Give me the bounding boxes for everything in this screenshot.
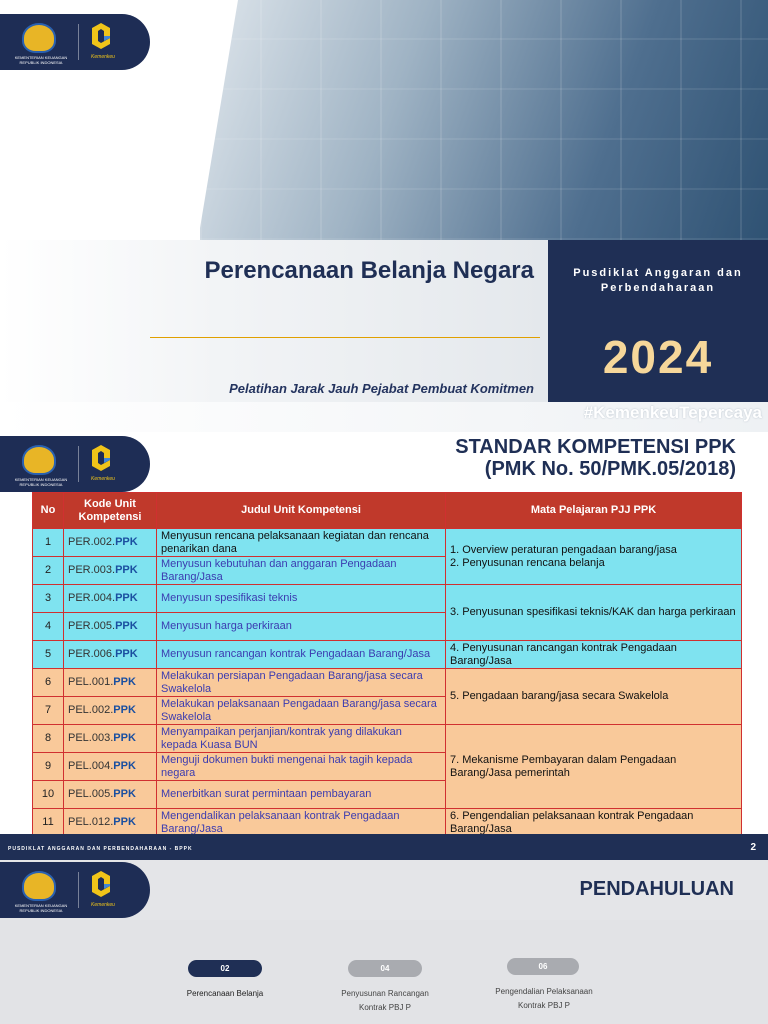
step-label: Penyusunan Rancangan Kontrak PBJ P: [341, 989, 429, 1012]
kemenkeu-emblem-icon: [22, 871, 56, 901]
table-row: 8 PEL.003.PPK Menyampaikan perjanjian/kontrak yang dilakukan kepada Kuasa BUN 7. Mekanisme Pembayaran dalam Pengadaan Barang/Jasa pemerintah: [33, 725, 742, 753]
step-badge: 04: [348, 960, 422, 977]
header-photo: [200, 0, 768, 240]
column-header-judul: Judul Unit Kompetensi: [157, 493, 446, 529]
step-label: Perencanaan Belanja: [186, 989, 264, 998]
slide-subtitle: Pelatihan Jarak Jauh Pejabat Pembuat Komitmen: [229, 381, 534, 396]
year: 2024: [602, 331, 714, 383]
table-row: 9 PEL.004.PPK Menguji dokumen bukti mengenai hak tagih kepada negara: [33, 753, 742, 781]
competency-table: [32, 492, 742, 837]
step-label: Pengendalian Pelaksanaan Kontrak PBJ P: [495, 987, 593, 1010]
table-row: 7 PEL.002.PPK Melakukan pelaksanaan Pengadaan Barang/jasa secara Swakelola: [33, 697, 742, 725]
table-row: 2 PER.003.PPK Menyusun kebutuhan dan anggaran Pengadaan Barang/Jasa: [33, 557, 742, 585]
column-header-mapel: Mata Pelajaran PJJ PPK: [446, 493, 742, 529]
page-number: 2: [750, 842, 756, 853]
mapel-cell: 6. Pengendalian pelaksanaan kontrak Pengadaan Barang/Jasa: [446, 809, 742, 837]
column-header-no: No: [33, 493, 64, 529]
kemenkeu-emblem-icon: [22, 445, 56, 475]
column-header-kode: Kode Unit Kompetensi: [64, 493, 157, 529]
mapel-cell: 3. Penyusunan spesifikasi teknis/KAK dan harga perkiraan: [446, 585, 742, 641]
table-row: 3 PER.004.PPK Menyusun spesifikasi teknis 3. Penyusunan spesifikasi teknis/KAK dan harga perkiraan: [33, 585, 742, 613]
competency-slide: [0, 432, 768, 860]
mapel-cell: 5. Pengadaan barang/jasa secara Swakelola: [446, 669, 742, 725]
mapel-cell: 4. Penyusunan rancangan kontrak Pengadaan Barang/Jasa: [446, 641, 742, 669]
slide-title: STANDAR KOMPETENSI PPK (PMK No. 50/PMK.05/2018): [455, 436, 736, 480]
slide-title: PENDAHULUAN: [579, 878, 734, 900]
table-row: 1 PER.002.PPK Menyusun rencana pelaksanaan kegiatan dan rencana penarikan dana 1. Overview peraturan pengadaan barang/jasa 2. Penyusunan rencana belanja: [33, 529, 742, 557]
slide-footer: PUSDIKLAT ANGGARAN DAN PERBENDAHARAAN - BPPK 2: [0, 834, 768, 860]
mapel-cell: 1. Overview peraturan pengadaan barang/jasa 2. Penyusunan rencana belanja: [446, 529, 742, 585]
kemenkeu-logo-icon: [88, 22, 114, 50]
table-row: 5 PER.006.PPK Menyusun rancangan kontrak Pengadaan Barang/Jasa 4. Penyusunan rancangan kontrak Pengadaan Barang/Jasa: [33, 641, 742, 669]
logo-bar: KEMENTERIAN KEUANGAN REPUBLIK INDONESIA Kemenkeu: [0, 862, 150, 918]
intro-slide: [0, 860, 768, 1024]
table-row: 4 PER.005.PPK Menyusun harga perkiraan: [33, 613, 742, 641]
logo-bar: KEMENTERIAN KEUANGAN REPUBLIK INDONESIA Kemenkeu: [0, 14, 150, 70]
kemenkeu-logo-icon: [88, 870, 114, 898]
title-slide: [0, 0, 768, 432]
divider: [150, 337, 540, 338]
step-badge: 02: [188, 960, 262, 977]
hashtag: #KemenkeuTepercaya: [583, 403, 762, 422]
table-header: [33, 493, 742, 529]
kemenkeu-emblem-icon: [22, 23, 56, 53]
table-row: 6 PEL.001.PPK Melakukan persiapan Pengadaan Barang/jasa secara Swakelola 5. Pengadaan barang/jasa secara Swakelola: [33, 669, 742, 697]
logo-bar: KEMENTERIAN KEUANGAN REPUBLIK INDONESIA Kemenkeu: [0, 436, 150, 492]
slide-title: Perencanaan Belanja Negara: [204, 257, 534, 284]
mapel-cell: 7. Mekanisme Pembayaran dalam Pengadaan Barang/Jasa pemerintah: [446, 725, 742, 809]
table-row: 10 PEL.005.PPK Menerbitkan surat permintaan pembayaran: [33, 781, 742, 809]
kemenkeu-logo-icon: [88, 444, 114, 472]
step-badge: 06: [507, 958, 579, 975]
table-row: 11 PEL.012.PPK Mengendalikan pelaksanaan kontrak Pengadaan Barang/Jasa 6. Pengendalian pelaksanaan kontrak Pengadaan Barang/Jasa: [33, 809, 742, 837]
organization-name: Pusdiklat Anggaran dan Perbendaharaan: [573, 267, 743, 294]
